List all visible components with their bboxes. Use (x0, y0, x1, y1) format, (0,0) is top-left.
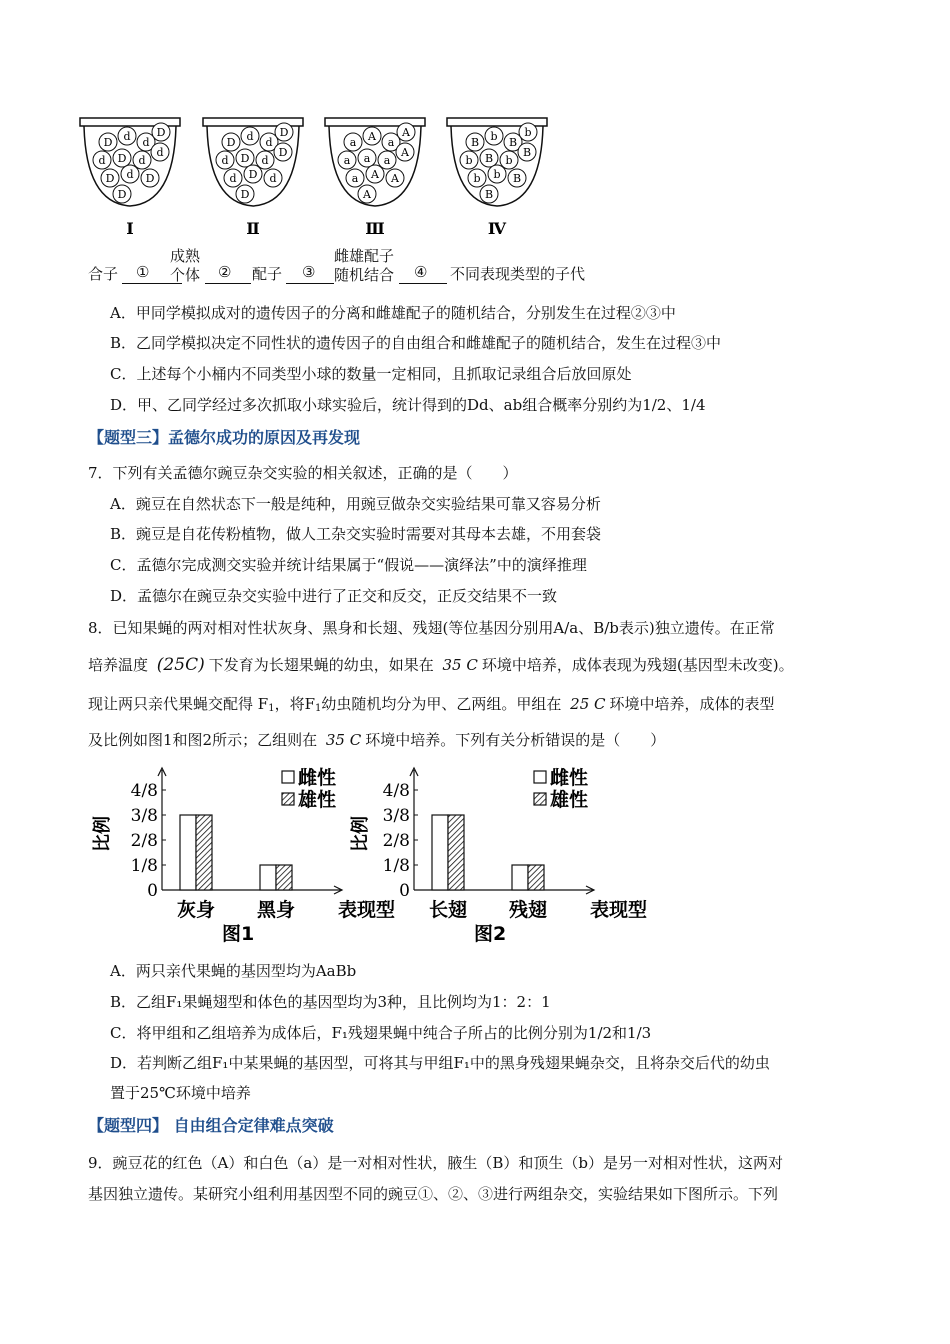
legend-swatch (282, 771, 294, 783)
subscript-1b: 1 (314, 703, 322, 714)
ball-label: b (473, 172, 481, 185)
ball-label: d (229, 172, 237, 185)
y-tick-label: 2/8 (382, 831, 410, 851)
q7-option-a: A．豌豆在自然状态下一般是纯种，用豌豆做杂交实验结果可靠又容易分析 (110, 495, 601, 513)
legend-swatch (282, 793, 294, 805)
legend-label: 雄性 (550, 789, 589, 811)
q7-option-c: C．孟德尔完成测交实验并统计结果属于“假说——演绎法”中的演绎推理 (110, 556, 587, 574)
flow-step-1: ① (136, 263, 150, 281)
ball-label: a (363, 152, 371, 165)
q8-option-b: B．乙组F₁果蝇翅型和体色的基因型均为3种，且比例均为1：2：1 (110, 993, 551, 1011)
ball-label: B (484, 152, 494, 165)
temp-value-35: 35 (442, 656, 462, 674)
ball-label: a (343, 154, 351, 167)
ball-label: B (484, 188, 494, 201)
q8-option-d-cont: 置于25℃环境中培养 (110, 1084, 251, 1102)
ball-label: D (103, 136, 113, 149)
q9-line-1: 9．豌豆花的红色（A）和白色（a）是一对相对性状，腋生（B）和顶生（b）是另一对相对性状，这两对 (88, 1154, 783, 1172)
ball-label: D (117, 152, 127, 165)
flow-arrow-4 (399, 283, 447, 284)
ball-label: d (126, 168, 134, 181)
y-tick-label: 3/8 (382, 806, 410, 826)
subscript-1: 1 (268, 703, 275, 714)
ball-label: D (240, 152, 250, 165)
ball-label: A (401, 146, 409, 159)
q8-line-3d: 环境中培养，成体的表型 (609, 695, 775, 713)
ball-label: a (387, 136, 395, 149)
y-tick-label: 4/8 (130, 781, 158, 801)
flow-mid2: 配子 (252, 265, 283, 283)
section-heading-3: 【题型三】孟德尔成功的原因及再发现 (88, 428, 361, 447)
q8-line-2a: 培养温度 (88, 656, 149, 674)
q8-line-3b: ，将F (274, 695, 315, 713)
ball-label: d (123, 130, 131, 143)
ball-label: d (138, 154, 146, 167)
bucket (80, 118, 180, 238)
bar (432, 815, 448, 890)
bar (512, 865, 528, 890)
ball-label: a (383, 154, 391, 167)
ball-label: D (248, 168, 258, 181)
q7-option-d: D．孟德尔在豌豆杂交实验中进行了正交和反交，正反交结果不一致 (110, 587, 558, 605)
legend-label: 雌性 (298, 767, 337, 789)
ball-label: B (470, 136, 480, 149)
bar (448, 815, 464, 890)
chart-figure-1 (88, 762, 396, 952)
chart-title: 图1 (222, 923, 255, 945)
ball-label: d (98, 154, 106, 167)
q8-line-2 (88, 653, 794, 675)
bucket (203, 118, 303, 238)
temp-unit-c-4: C (349, 731, 362, 749)
legend-label: 雌性 (550, 767, 589, 789)
legend-label: 雄性 (298, 789, 337, 811)
temp-value-35b: 35 (325, 731, 345, 749)
q8-line-2b: 下发育为长翅果蝇的幼虫，如果在 (208, 656, 434, 674)
bar (180, 815, 196, 890)
ball-label: b (505, 154, 513, 167)
temperature-25-paren (153, 653, 209, 675)
bar (196, 815, 212, 890)
q8-line-4b: 环境中培养。下列有关分析错误的是（ ） (365, 731, 666, 749)
ball-label: d (142, 136, 150, 149)
q8-option-d: D．若判断乙组F₁中某果蝇的基因型，可将其与甲组F₁中的黑身残翅果蝇杂交，且将杂交后代的幼虫 (110, 1054, 770, 1072)
bucket-label: Ⅰ (126, 219, 134, 238)
ball-label: D (226, 136, 236, 149)
q6-option-c: C．上述每个小桶内不同类型小球的数量一定相同，且抓取记录组合后放回原处 (110, 365, 632, 383)
buckets-figure (80, 108, 600, 243)
q7-option-b: B．豌豆是自花传粉植物，做人工杂交实验时需要对其母本去雄，不用套袋 (110, 525, 602, 543)
ball-label: b (490, 130, 498, 143)
ball-label: D (278, 146, 288, 159)
q8-line-3a: 现让两只亲代果蝇交配得 F (88, 695, 269, 713)
ball-label: D (279, 126, 289, 139)
flow-mid1-bottom: 个体 (170, 266, 201, 284)
flow-mid3-bottom: 随机结合 (334, 266, 395, 284)
ball-label: B (508, 136, 518, 149)
ball-label: B (522, 146, 532, 159)
flow-mid1-top: 成熟 (170, 247, 201, 265)
ball-label: A (391, 172, 399, 185)
chart-title: 图2 (474, 923, 507, 945)
ball-label: D (117, 188, 127, 201)
chart-figure-2 (350, 762, 650, 952)
ball-label: d (269, 172, 277, 185)
ball-label: b (465, 154, 473, 167)
category-label: 残翅 (508, 899, 548, 921)
flow-step-2: ② (218, 263, 232, 281)
q9-line-2: 基因独立遗传。某研究小组利用基因型不同的豌豆①、②、③进行两组杂交，实验结果如下图所示。下列 (88, 1185, 779, 1203)
temperature-25 (566, 694, 609, 714)
y-tick-label: 1/8 (130, 856, 158, 876)
ball-label: D (105, 172, 115, 185)
bucket (325, 118, 425, 238)
ball-label: d (265, 136, 273, 149)
bar (528, 865, 544, 890)
bucket-label: Ⅳ (487, 219, 507, 238)
q8-option-a: A．两只亲代果蝇的基因型均为AaBb (110, 962, 357, 980)
x-axis-label: 表现型 (590, 899, 648, 921)
ball-label: A (363, 188, 371, 201)
bucket (447, 118, 547, 238)
q7-stem: 7．下列有关孟德尔豌豆杂交实验的相关叙述，正确的是（ ） (88, 464, 518, 482)
q8-line-4a: 及比例如图1和图2所示；乙组则在 (88, 731, 318, 749)
legend-swatch (534, 771, 546, 783)
x-axis-label: 表现型 (338, 899, 396, 921)
category-label: 长翅 (428, 899, 468, 921)
ball-label: a (349, 136, 357, 149)
temperature-35 (439, 655, 482, 675)
y-tick-label: 4/8 (382, 781, 410, 801)
ball-label: B (512, 172, 522, 185)
q6-option-b: B．乙同学模拟决定不同性状的遗传因子的自由组合和雌雄配子的随机结合，发生在过程③中 (110, 334, 722, 352)
y-tick-label: 0 (147, 881, 158, 901)
ball-label: A (371, 168, 379, 181)
q6-option-d: D．甲、乙同学经过多次抓取小球实验后，统计得到的Dd、ab组合概率分别约为1/2、1/4 (110, 396, 706, 414)
ball-label: A (368, 130, 376, 143)
category-label: 黑身 (256, 899, 296, 921)
ball-label: b (524, 126, 532, 139)
y-axis-label: 比例 (92, 816, 113, 852)
legend-swatch (534, 793, 546, 805)
q8-line-4 (88, 730, 665, 750)
temperature-35b (322, 730, 365, 750)
ball-label: b (493, 168, 501, 181)
bucket-label: Ⅲ (365, 219, 385, 238)
y-axis-label: 比例 (350, 816, 371, 852)
ball-label: D (145, 172, 155, 185)
q8-line-1: 8．已知果蝇的两对相对性状灰身、黑身和长翅、残翅(等位基因分别用A/a、B/b表示)独立遗传。在正常 (88, 619, 775, 637)
y-tick-label: 0 (399, 881, 410, 901)
category-label: 灰身 (176, 899, 216, 921)
ball-label: D (156, 126, 166, 139)
process-flow (88, 245, 648, 295)
bar (276, 865, 292, 890)
bar (260, 865, 276, 890)
ball-label: d (156, 146, 164, 159)
temp-unit-c: C) (185, 655, 205, 675)
temp-unit-c-2: C (466, 656, 478, 674)
q8-line-3 (88, 694, 775, 719)
temp-value-25: (25 (156, 655, 186, 675)
temp-value-25b: 25 (570, 695, 590, 713)
flow-arrow-2 (205, 283, 251, 284)
flow-start: 合子 (88, 265, 119, 283)
section-heading-4: 【题型四】 自由组合定律难点突破 (88, 1116, 334, 1135)
flow-mid3-top: 雌雄配子 (334, 247, 395, 265)
ball-label: d (221, 154, 229, 167)
flow-arrow-3 (286, 283, 334, 284)
q6-option-a: A．甲同学模拟成对的遗传因子的分离和雌雄配子的随机结合，分别发生在过程②③中 (110, 304, 676, 322)
bucket-label: Ⅱ (246, 219, 260, 238)
ball-label: d (246, 130, 254, 143)
q8-line-2c: 环境中培养，成体表现为残翅(基因型未改变)。 (481, 656, 794, 674)
y-tick-label: 3/8 (130, 806, 158, 826)
ball-label: a (351, 172, 359, 185)
y-tick-label: 1/8 (382, 856, 410, 876)
flow-step-3: ③ (302, 263, 316, 281)
ball-label: D (240, 188, 250, 201)
flow-end: 不同表现类型的子代 (450, 265, 586, 283)
ball-label: A (402, 126, 410, 139)
flow-step-4: ④ (414, 263, 428, 281)
ball-label: d (261, 154, 269, 167)
y-tick-label: 2/8 (130, 831, 158, 851)
q8-option-c: C．将甲组和乙组培养为成体后，F₁残翅果蝇中纯合子所占的比例分别为1/2和1/3 (110, 1024, 652, 1042)
temp-unit-c-3: C (594, 695, 606, 713)
q8-line-3c: 幼虫随机均分为甲、乙两组。甲组在 (321, 695, 562, 713)
